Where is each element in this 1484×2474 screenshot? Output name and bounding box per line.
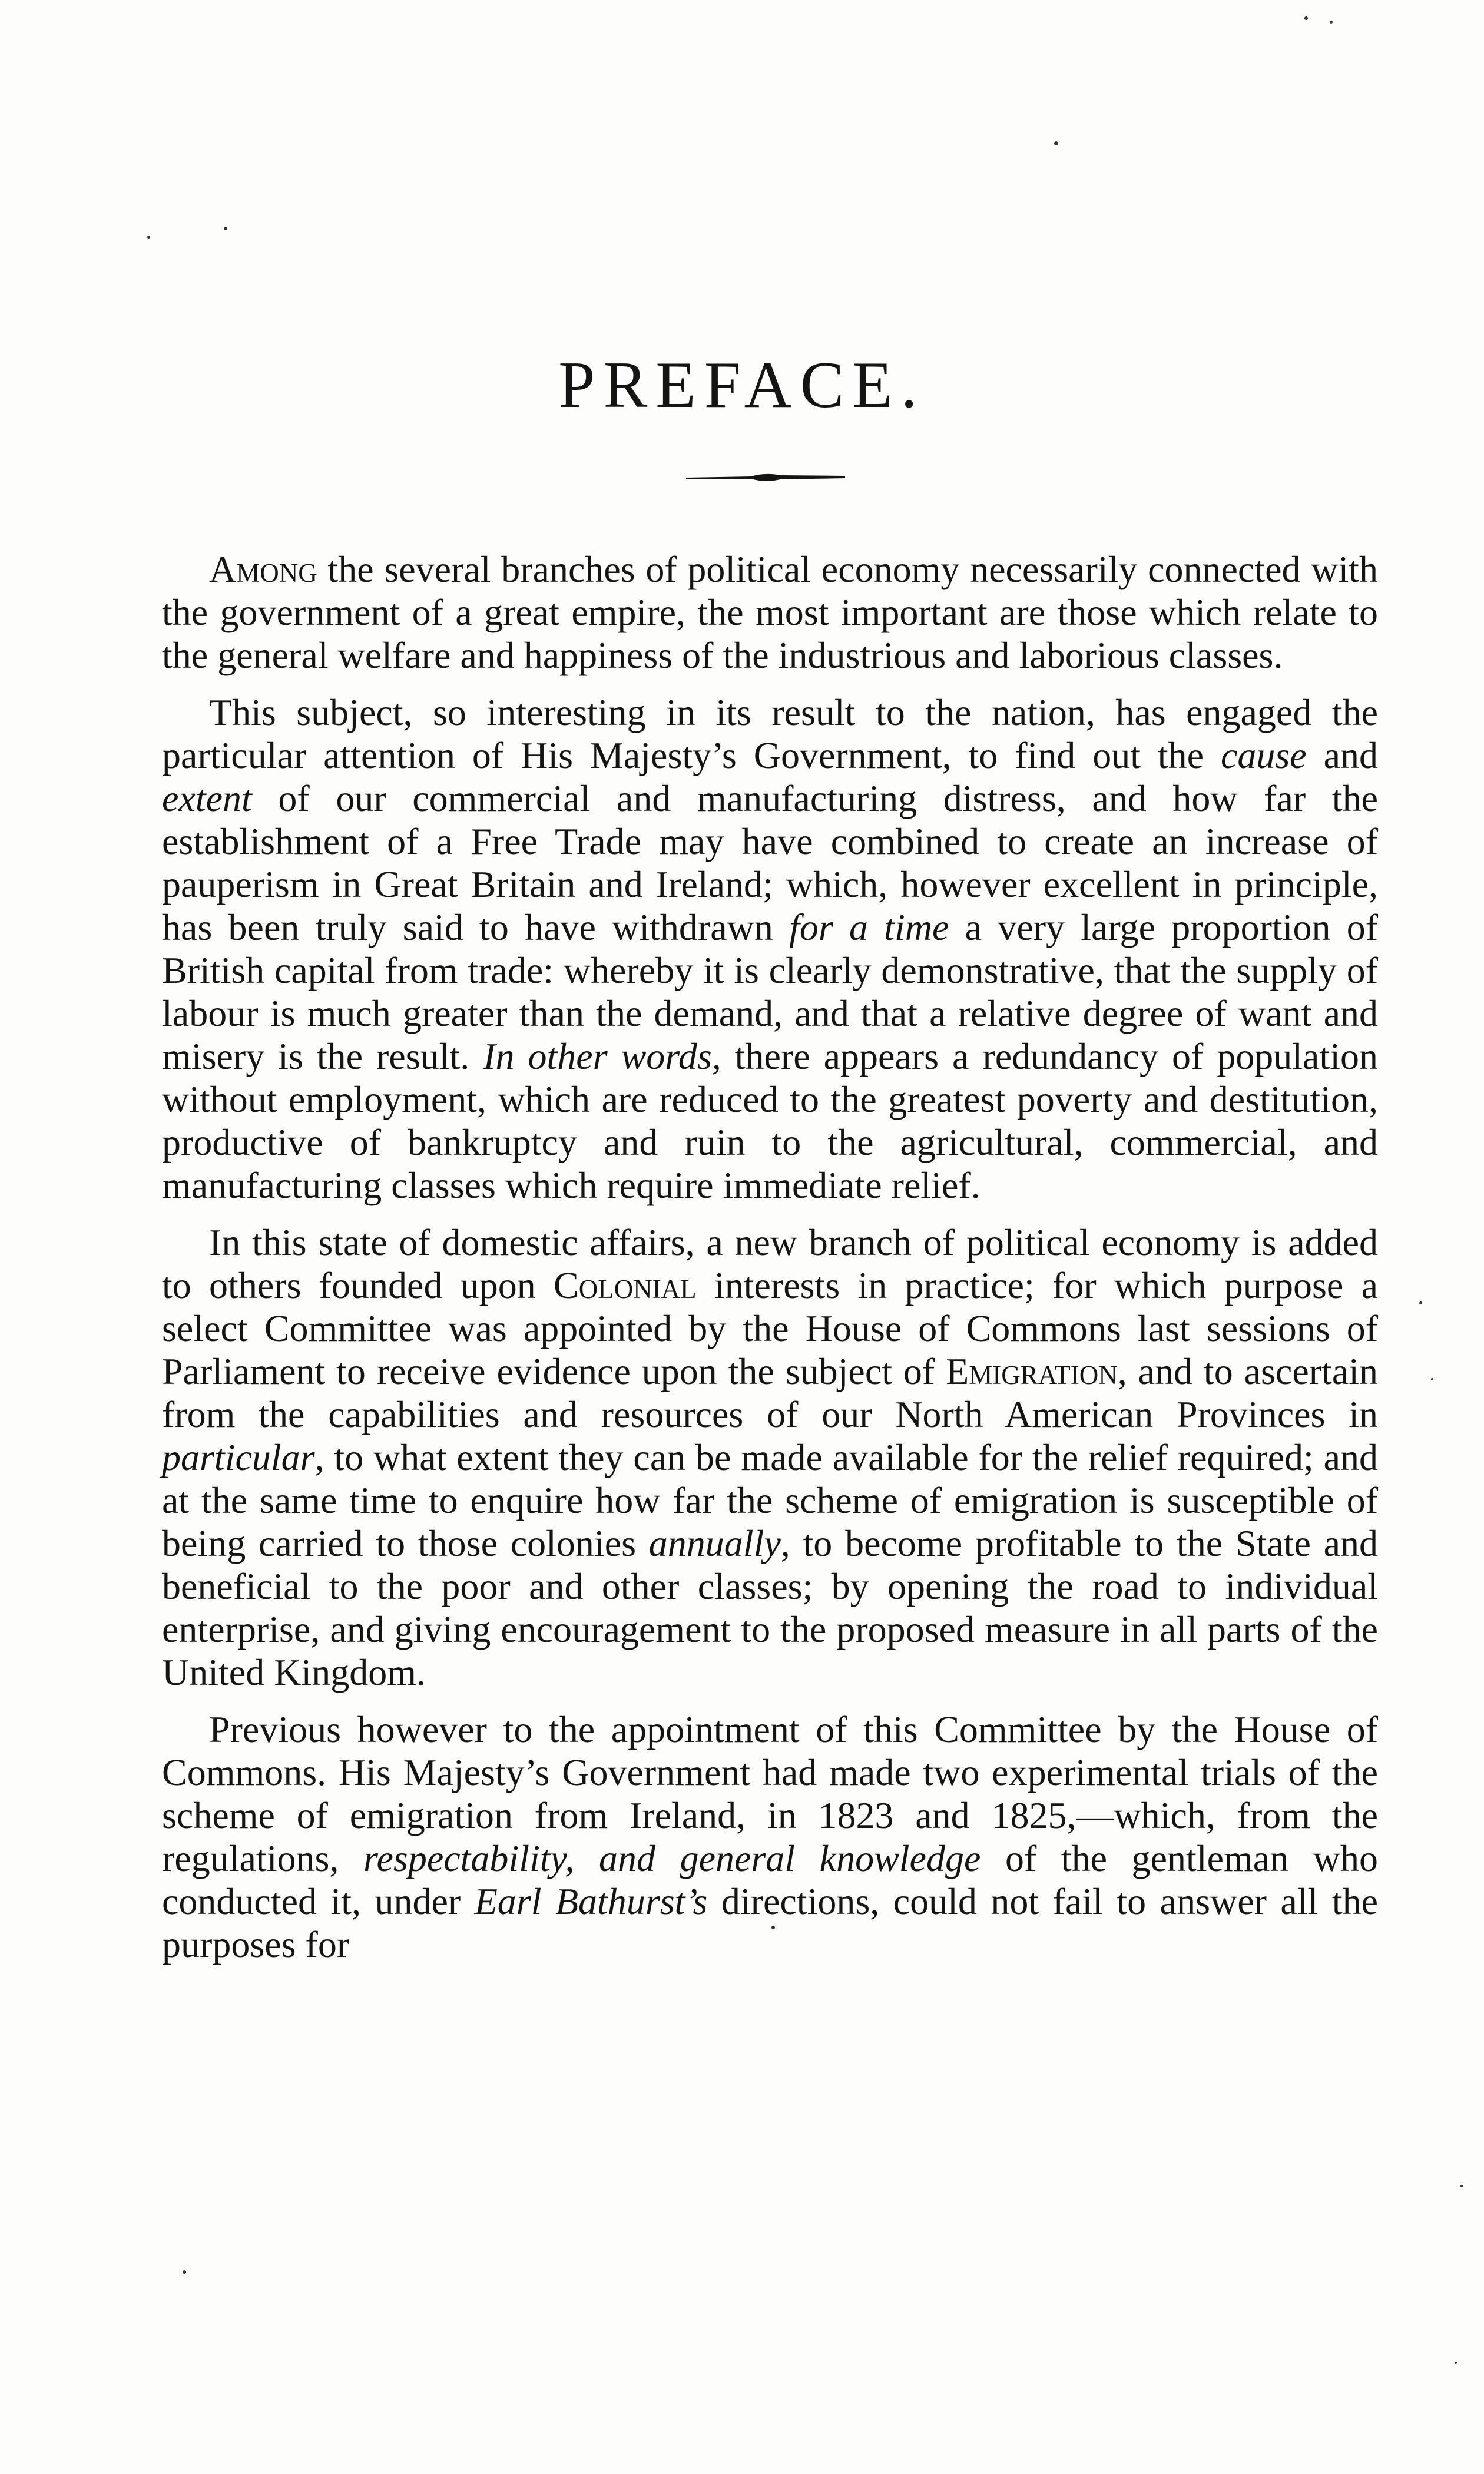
paragraph: [162, 691, 1378, 1207]
text-run: Previous however to the appointment of this Committee by the House of Commons. His Majesty’s Government had made two experimental trials of the scheme of emigration from Ireland, in 1823 and 1825,—which, from the regulations,: [162, 1708, 1378, 1879]
italic-text: extent: [162, 777, 252, 819]
ornament-rule: [686, 465, 845, 489]
italic-text: cause: [1220, 734, 1307, 776]
small-caps-text: Emigration: [946, 1350, 1118, 1392]
small-caps-text: Colonial: [554, 1264, 697, 1306]
text-run: of the gentleman who conducted it, under: [162, 1837, 1379, 1922]
text-run: a very large proportion of British capital from trade: whereby it is clearly demonstrative, that the supply of labour is much greater than the demand, and that a relative degree of want and misery is the result.: [162, 906, 1379, 1077]
preface-body: [162, 548, 1378, 1980]
text-run: , to what extent they can be made available for the relief required; and at the same time to enquire how far the scheme of emigration is susceptible of being carried to those colonies: [162, 1436, 1378, 1564]
italic-text: respectability, and general knowledge: [363, 1837, 981, 1879]
page-title: PREFACE.: [558, 349, 926, 422]
text-run: of our commercial and manufacturing distress, and how far the establishment of a Free Trade may have combined to create an increase of pauperism in Great Britain and Ireland; which, however excellent in principle, has been truly said to have withdrawn: [162, 777, 1378, 948]
text-run: the several branches of political economy necessarily connected with the government of a great empire, the most important are those which relate to the general welfare and happiness of the industrious and laborious classes.: [162, 548, 1378, 676]
paragraph: [162, 1221, 1378, 1694]
italic-text: In other words,: [483, 1035, 721, 1077]
italic-text: annually: [648, 1522, 781, 1564]
text-run: , to become profitable to the State and beneficial to the poor and other classes; by opening the road to individual enterprise, and giving encouragement to the proposed measure in all parts of the United Kingdom.: [162, 1522, 1379, 1693]
text-run: directions, could not fail to answer all the purposes for: [162, 1880, 1379, 1965]
text-run: , and to ascertain from the capabilities and resources of our North American Provinces in: [162, 1350, 1379, 1435]
italic-text: Earl Bathurst’s: [474, 1880, 708, 1922]
text-run: In this state of domestic affairs, a new branch of political economy is added to others founded upon: [162, 1221, 1378, 1306]
text-run: there appears a redundancy of population without employment, which are reduced to the greatest poverty and destitution, productive of bankruptcy and ruin to the agricultural, commercial, and manufacturing classes which require immediate relief.: [162, 1035, 1379, 1206]
text-run: This subject, so interesting in its result to the nation, has engaged the particular attention of His Majesty’s Government, to find out the: [162, 691, 1378, 776]
paragraph: [162, 548, 1378, 677]
italic-text: particular: [162, 1436, 315, 1478]
paragraph: [162, 1708, 1378, 1966]
small-caps-text: Among: [209, 548, 317, 590]
text-run: interests in practice; for which purpose a select Committee was appointed by the House of Commons last sessions of Parliament to receive evidence upon the subject of: [162, 1264, 1379, 1392]
text-run: and: [1306, 734, 1379, 776]
italic-text: for a time: [789, 906, 949, 948]
